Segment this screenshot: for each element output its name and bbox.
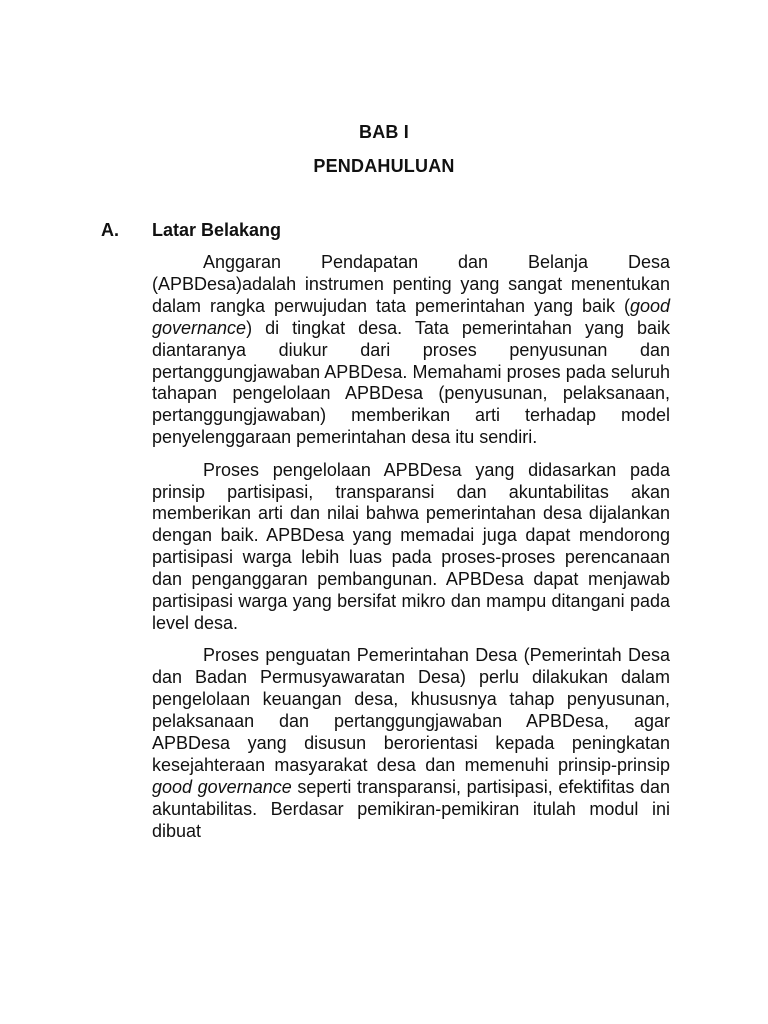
italic-term: good governance — [152, 295, 670, 338]
paragraph-2 — [152, 460, 670, 635]
text-run: seperti transparansi, partisipasi, efektifitas dan akuntabilitas. Berdasar pemikiran-pemikiran itulah modul ini dibuat — [152, 776, 670, 841]
body-text — [152, 252, 670, 853]
italic-term: good governance — [152, 776, 292, 797]
text-run: ) di tingkat desa. Tata pemerintahan yang baik diantaranya diukur dari proses penyusunan dan pertanggungjawaban APBDesa. Memahami proses pada seluruh tahapan pengelolaan APBDesa (penyusunan, pelaksanaan, pertanggungjawaban) memberikan arti terhadap model penyelenggaraan pemerintahan desa itu sendiri. — [152, 317, 670, 448]
text-run: Proses pengelolaan APBDesa yang didasarkan pada prinsip partisipasi, transparansi dan akuntabilitas akan memberikan arti dan nilai bahwa pemerintahan desa dijalankan dengan baik. APBDesa yang memadai juga dapat mendorong partisipasi warga lebih luas pada proses-proses perencanaan dan penganggaran pembangunan. APBDesa dapat menjawab partisipasi warga yang bersifat mikro dan mampu ditangani pada level desa. — [152, 459, 670, 633]
text-run: Anggaran Pendapatan dan Belanja Desa (APBDesa)adalah instrumen penting yang sangat menentukan dalam rangka perwujudan tata pemerintahan yang baik ( — [152, 252, 670, 316]
paragraph-1 — [152, 252, 670, 449]
chapter-number: BAB I — [359, 122, 409, 142]
section-letter: A. — [101, 220, 119, 240]
section-title: Latar Belakang — [152, 220, 282, 240]
paragraph-3 — [152, 645, 670, 842]
chapter-title: PENDAHULUAN — [313, 156, 455, 176]
text-run: Proses penguatan Pemerintahan Desa (Pemerintah Desa dan Badan Permusyawaratan Desa) perlu dilakukan dalam pengelolaan keuangan desa, khususnya tahap penyusunan, pelaksanaan dan pertanggungjawaban APBDesa, agar APBDesa yang disusun berorientasi kepada peningkatan kesejahteraan masyarakat desa dan memenuhi prinsip-prinsip — [152, 645, 670, 775]
